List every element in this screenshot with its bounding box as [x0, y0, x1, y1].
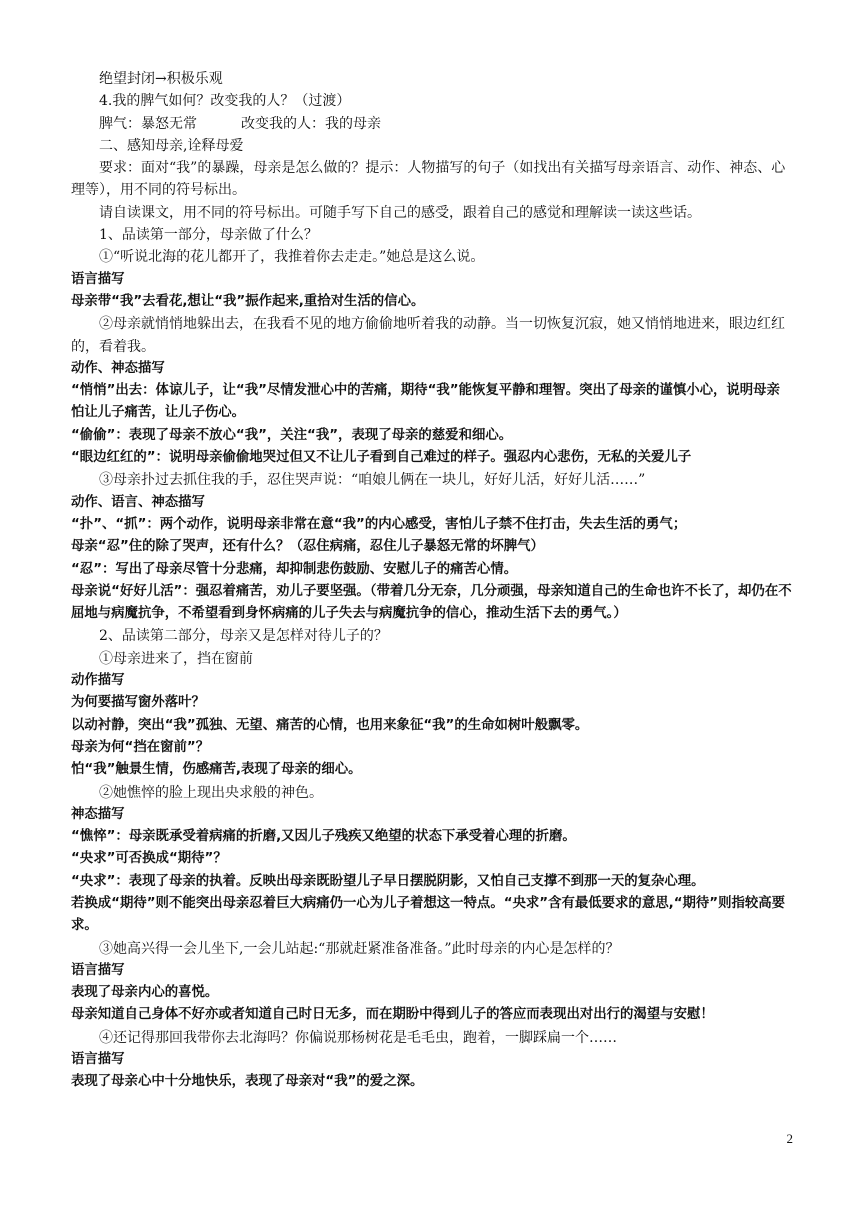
paragraph: ③她高兴得一会儿坐下,一会儿站起:“那就赶紧准备准备。”此时母亲的内心是怎样的？ — [99, 940, 620, 957]
bold-paragraph: “扑”、“抓”：两个动作，说明母亲非常在意“我”的内心感受，害怕儿子禁不住打击，失去生活的勇气； — [71, 516, 687, 532]
bold-paragraph: “憔悴”：母亲既承受着病痛的折磨,又因儿子残疾又绝望的状态下承受着心理的折磨。 — [71, 829, 576, 845]
paragraph — [71, 113, 793, 135]
bold-paragraph: “悄悄”出去：体谅儿子，让“我”尽情发泄心中的苦痛，期待“我”能恢复平静和理智。突出了母亲的谨慎小心，说明母亲怕让儿子痛苦，让儿子伤心。 — [71, 383, 780, 421]
paragraph: ①母亲进来了，挡在窗前 — [99, 650, 253, 667]
bold-paragraph: 怕“我”触景生情，伤感痛苦,表现了母亲的细心。 — [71, 762, 362, 778]
bold-paragraph: 语言描写 — [71, 962, 125, 978]
paragraph: ②母亲就悄悄地躲出去，在我看不见的地方偷偷地听着我的动静。当一切恢复沉寂，她又悄悄地进来，眼边红红的，看着我。 — [71, 316, 785, 355]
bold-paragraph: 母亲知道自己身体不好亦或者知道自己时日无多，而在期盼中得到儿子的答应而表现出对出行的渴望与安慰！ — [71, 1007, 714, 1023]
bold-paragraph: 以动衬静，突出“我”孤独、无望、痛苦的心情，也用来象征“我”的生命如树叶般飘零。 — [71, 717, 589, 733]
bold-paragraph: 动作描写 — [71, 673, 125, 689]
bold-paragraph: 若换成“期待”则不能突出母亲忍着巨大病痛仍一心为儿子着想这一特点。“央求”含有最低要求的意思,“期待”则指较高要求。 — [71, 895, 786, 934]
bold-paragraph: 为何要描写窗外落叶？ — [71, 695, 205, 711]
bold-paragraph: 语言描写 — [71, 1052, 125, 1068]
paragraph: 要求：面对“我”的暴躁，母亲是怎么做的？提示：人物描写的句子（如找出有关描写母亲语言、动作、神态、心理等），用不同的符号标出。 — [71, 160, 786, 199]
page-number: 2 — [786, 1131, 793, 1146]
paragraph: 4.我的脾气如何？改变我的人？（过渡） — [99, 93, 351, 110]
paragraph: 二、感知母亲,诠释母爱 — [99, 137, 244, 154]
bold-paragraph: 表现了母亲内心的喜悦。 — [71, 985, 219, 1001]
bold-paragraph: “央求”可否换成“期待”？ — [71, 851, 227, 867]
bold-paragraph: “偷偷”：表现了母亲不放心“我”，关注“我”，表现了母亲的慈爱和细心。 — [71, 427, 513, 443]
bold-paragraph: “忍”：写出了母亲尽管十分悲痛，却抑制悲伤鼓励、安慰儿子的痛苦心情。 — [71, 561, 518, 577]
bold-paragraph: 母亲带“我”去看花,想让“我”振作起来,重拾对生活的信心。 — [71, 293, 425, 309]
paragraph: 2、品读第二部分，母亲又是怎样对待儿子的？ — [99, 628, 388, 645]
bold-paragraph: “央求”：表现了母亲的执着。反映出母亲既盼望儿子早日摆脱阴影，又怕自己支撑不到那一天的复杂心理。 — [71, 873, 705, 889]
bold-paragraph: 动作、神态描写 — [71, 360, 165, 376]
bold-paragraph: 神态描写 — [71, 806, 125, 822]
bold-paragraph: 动作、语言、神态描写 — [71, 494, 205, 510]
bold-paragraph: 母亲“忍”住的除了哭声，还有什么？（忍住病痛，忍住儿子暴怒无常的坏脾气） — [71, 539, 544, 555]
paragraph: 1、品读第一部分，母亲做了什么？ — [99, 227, 318, 244]
document-body — [71, 68, 793, 1094]
paragraph: 请自读课文，用不同的符号标出。可随手写下自己的感受，跟着自己的感觉和理解读一读这些话。 — [99, 204, 701, 221]
paragraph: ②她憔悴的脸上现出央求般的神色。 — [99, 784, 323, 801]
paragraph: 绝望封闭→积极乐观 — [99, 71, 223, 87]
bold-paragraph: 语言描写 — [71, 271, 125, 287]
bold-paragraph: 表现了母亲心中十分地快乐，表现了母亲对“我”的爱之深。 — [71, 1074, 424, 1090]
paragraph: ①“听说北海的花儿都开了，我推着你去走走。”她总是这么说。 — [99, 249, 485, 266]
changer-label: 改变我的人：我的母亲 — [241, 115, 381, 132]
temper-label: 脾气：暴怒无常 — [99, 115, 197, 132]
paragraph: ④还记得那回我带你去北海吗？你偏说那杨树花是毛毛虫，跑着，一脚踩扁一个…… — [99, 1029, 617, 1046]
bold-paragraph: 母亲为何“挡在窗前”？ — [71, 739, 210, 755]
bold-paragraph: 母亲说“好好儿活”：强忍着痛苦，劝儿子要坚强。（带着几分无奈，几分顽强，母亲知道自己的生命也许不长了，却仍在不屈地与病魔抗争，不希望看到身怀病痛的儿子失去与病魔抗争的信心，推动生活下去的勇气。） — [71, 583, 792, 622]
paragraph: ③母亲扑过去抓住我的手，忍住哭声说：“咱娘儿俩在一块儿，好好儿活，好好儿活……” — [99, 472, 646, 489]
bold-paragraph: “眼边红红的”：说明母亲偷偷地哭过但又不让儿子看到自己难过的样子。强忍内心悲伤，无私的关爱儿子 — [71, 450, 692, 466]
